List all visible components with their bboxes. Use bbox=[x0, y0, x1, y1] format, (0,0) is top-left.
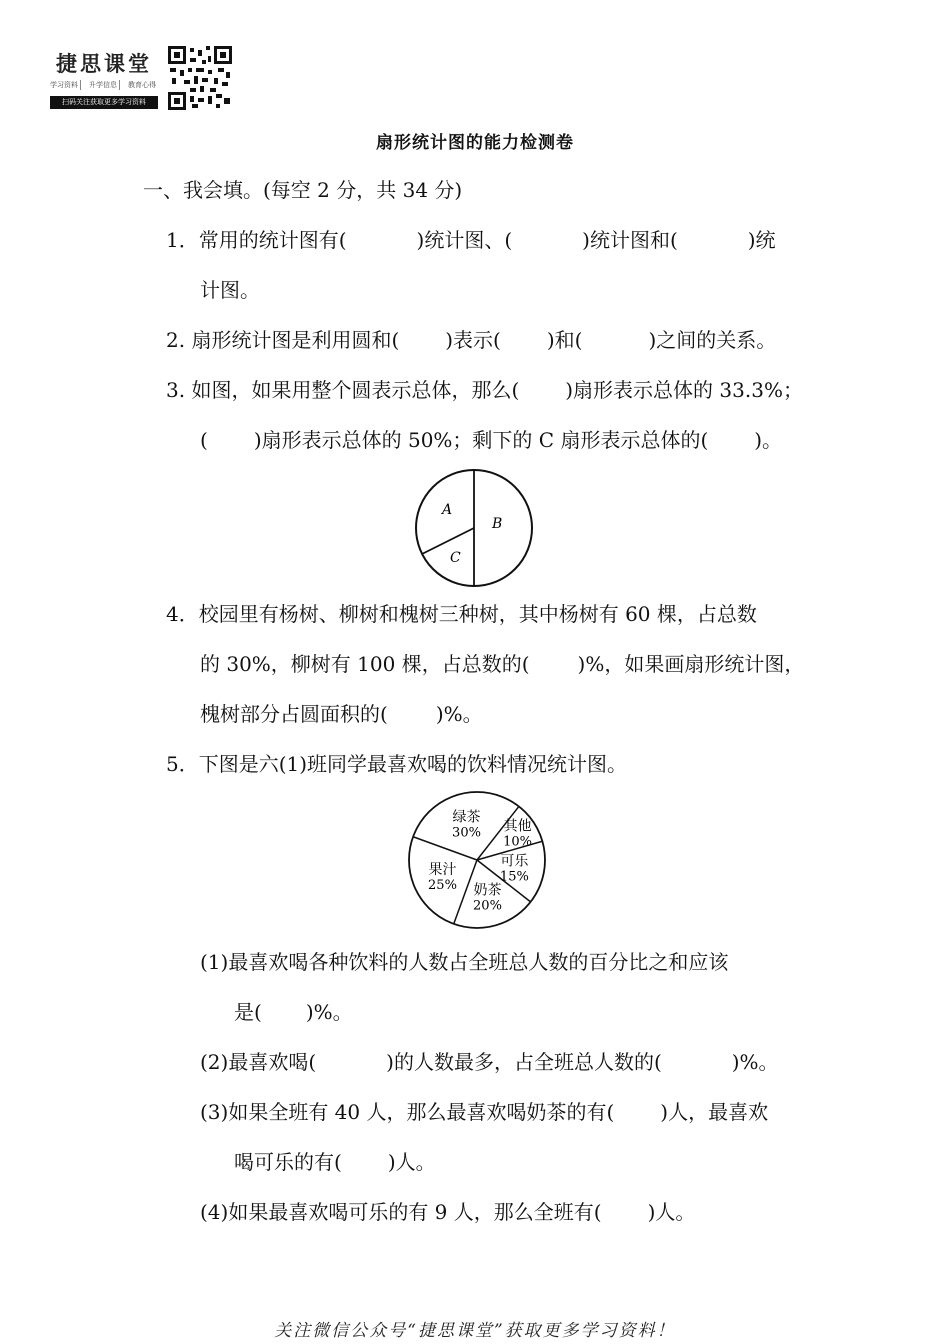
question-2 bbox=[166, 328, 776, 352]
logo-title: 捷思课堂 bbox=[56, 51, 152, 76]
pie-slice-name: 其他 bbox=[503, 818, 532, 835]
question-5-4 bbox=[200, 1200, 695, 1224]
question-3-line-1 bbox=[166, 378, 803, 402]
pie-slice-label: 10% bbox=[503, 834, 533, 850]
q1-text: )统计图、( bbox=[416, 228, 513, 252]
q5-text: )的人数最多，占全班总人数的( bbox=[386, 1050, 662, 1074]
q5-text: 是( bbox=[234, 1000, 262, 1024]
drink-pie-chart bbox=[402, 790, 552, 936]
pie-slice-name: 绿茶 bbox=[452, 809, 481, 826]
logo bbox=[50, 44, 162, 116]
logo-tag: 教育心得 bbox=[128, 81, 156, 89]
q3-text: )。 bbox=[754, 428, 783, 452]
q5-text: (2)最喜欢喝( bbox=[200, 1050, 317, 1074]
q1-text: 1．常用的统计图有( bbox=[166, 228, 347, 252]
pie-slice-label: 30% bbox=[452, 825, 481, 841]
pie-slice-label: 25% bbox=[428, 878, 457, 894]
footer-note: 关注微信公众号“捷思课堂”获取更多学习资料！ bbox=[274, 1321, 676, 1341]
q5-text: )人。 bbox=[647, 1200, 696, 1224]
q5-text: (3)如果全班有 40 人，那么最喜欢喝奶茶的有( bbox=[200, 1100, 615, 1124]
pie-slice-label: 20% bbox=[473, 898, 502, 914]
q2-text: )和( bbox=[546, 328, 583, 352]
question-1-line-1 bbox=[166, 228, 776, 252]
logo-tags bbox=[50, 80, 158, 90]
q2-text: 2. 扇形统计图是利用圆和( bbox=[166, 328, 400, 352]
q3-text: )扇形表示总体的 33.3%； bbox=[565, 378, 803, 402]
q3-text: 3. 如图，如果用整个圆表示总体，那么( bbox=[166, 378, 520, 402]
question-5-1-line-1: (1)最喜欢喝各种饮料的人数占全班总人数的百分比之和应该 bbox=[200, 950, 729, 974]
pie-slice-name: 奶茶 bbox=[473, 882, 502, 899]
label-a: A bbox=[442, 502, 453, 518]
question-1-line-2: 计图。 bbox=[200, 278, 260, 302]
q3-text: ( bbox=[200, 428, 208, 452]
question-4-line-3 bbox=[200, 702, 483, 726]
question-5-2 bbox=[200, 1050, 779, 1074]
qr-code-icon[interactable] bbox=[168, 46, 232, 110]
label-c: C bbox=[450, 550, 461, 566]
q5-text: (4)如果最喜欢喝可乐的有 9 人，那么全班有( bbox=[200, 1200, 602, 1224]
q1-text: )统计图和( bbox=[582, 228, 678, 252]
question-5-1-line-2 bbox=[234, 1000, 353, 1024]
q5-text: )人。 bbox=[387, 1150, 436, 1174]
q4-text: )%。 bbox=[435, 702, 483, 726]
q1-text: )统 bbox=[747, 228, 776, 252]
logo-tag: 升学信息 bbox=[89, 80, 120, 90]
pie-slice-label: 15% bbox=[499, 869, 529, 885]
q3-text: )扇形表示总体的 50%；剩下的 C 扇形表示总体的( bbox=[253, 428, 709, 452]
q2-text: )表示( bbox=[445, 328, 501, 352]
q5-text: 喝可乐的有( bbox=[234, 1150, 342, 1174]
label-b: B bbox=[492, 516, 503, 532]
divider-line bbox=[422, 528, 474, 554]
pie-slice-name: 可乐 bbox=[500, 853, 529, 870]
q4-text: )%，如果画扇形统计图， bbox=[577, 652, 805, 676]
section-heading: 一、我会填。(每空 2 分，共 34 分) bbox=[143, 178, 463, 202]
q2-text: )之间的关系。 bbox=[648, 328, 777, 352]
question-5-3-line-2 bbox=[234, 1150, 436, 1174]
q5-text: )%。 bbox=[731, 1050, 779, 1074]
question-4-line-1: 4．校园里有杨树、柳树和槐树三种树，其中杨树有 60 棵，占总数 bbox=[166, 602, 757, 626]
question-4-line-2 bbox=[200, 652, 804, 676]
question-5-3-line-1 bbox=[200, 1100, 768, 1124]
pie-slice-name: 果汁 bbox=[428, 862, 457, 879]
abc-circle-figure bbox=[412, 466, 536, 590]
page-title: 扇形统计图的能力检测卷 bbox=[376, 133, 574, 153]
q5-text: )%。 bbox=[305, 1000, 353, 1024]
q5-text: )人，最喜欢 bbox=[660, 1100, 769, 1124]
q4-text: 的 30%，柳树有 100 棵，占总数的( bbox=[200, 652, 530, 676]
logo-tag: 学习资料 bbox=[50, 80, 81, 90]
logo-slogan: 扫码关注获取更多学习资料 bbox=[50, 96, 158, 109]
question-5-intro: 5．下图是六(1)班同学最喜欢喝的饮料情况统计图。 bbox=[166, 752, 628, 776]
q4-text: 槐树部分占圆面积的( bbox=[200, 702, 388, 726]
question-3-line-2 bbox=[200, 428, 782, 452]
